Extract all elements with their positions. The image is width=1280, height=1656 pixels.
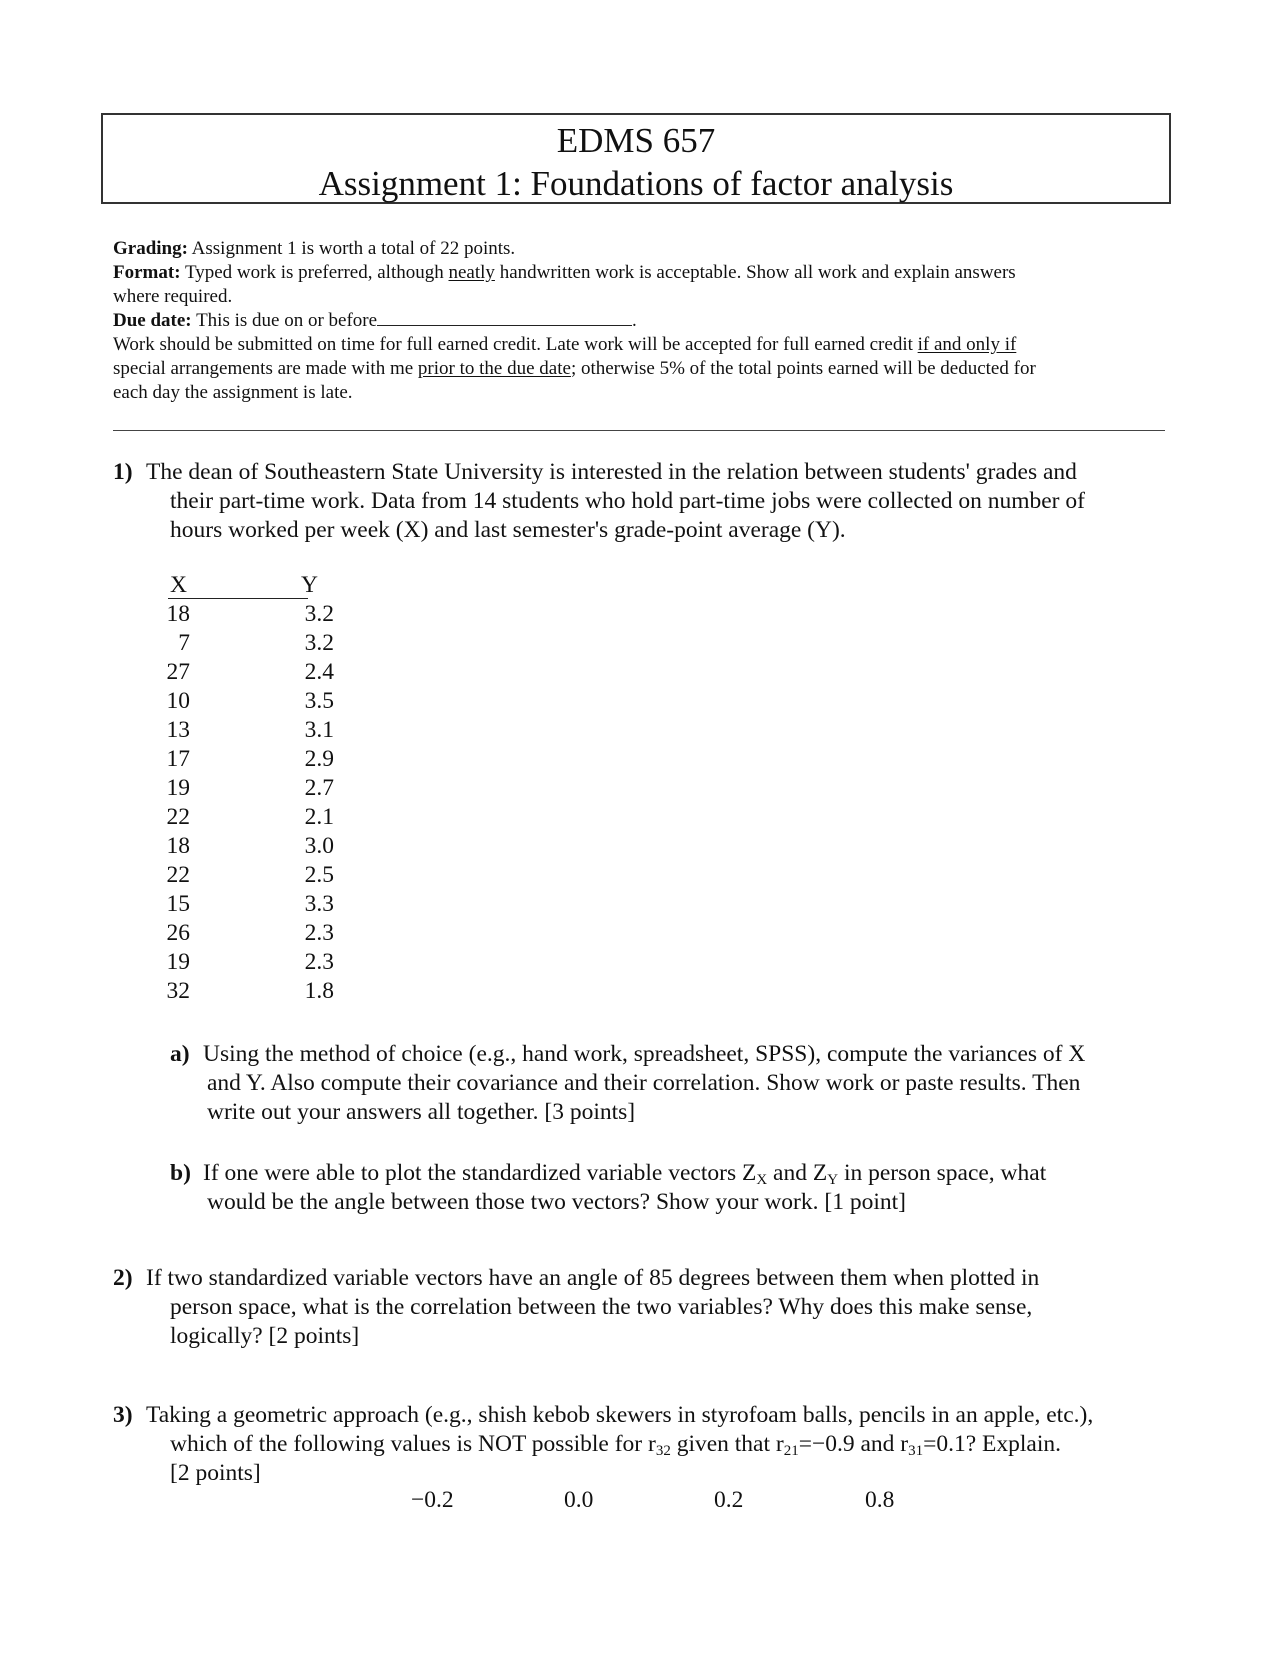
q1a-label: a) (170, 1041, 190, 1067)
q1-number: 1) (113, 459, 133, 485)
grading-line (113, 237, 1133, 262)
due-date-blank (377, 309, 632, 326)
q2-number: 2) (113, 1265, 133, 1291)
y-value: 2.5 (304, 862, 334, 888)
q1a-line-3: write out your answers all together. [3 points] (207, 1099, 636, 1125)
q1-line-3: hours worked per week (X) and last semester's grade-point average (Y). (170, 517, 846, 543)
q2-line-1: If two standardized variable vectors have an angle of 85 degrees between them when plotted in (146, 1265, 1040, 1291)
late-line-1 (113, 333, 1133, 358)
x-value: 26 (166, 920, 190, 946)
q1b-line-1: If one were able to plot the standardized variable vectors $Z_X$ and $Z_Y$ in person space, what (203, 1160, 1047, 1188)
choice-3: 0.2 (714, 1487, 744, 1513)
x-header: X (170, 572, 187, 598)
late-underlined-2: prior to the due date (417, 358, 571, 379)
y-value: 1.8 (304, 978, 334, 1004)
q2-line-3: logically? [2 points] (170, 1323, 360, 1349)
course-title: EDMS 657 (556, 121, 716, 160)
q3-line-1: Taking a geometric approach (e.g., shish kebob skewers in styrofoam balls, pencils in an apple, etc.), (146, 1402, 1094, 1428)
late-underlined-1: if and only if (917, 334, 1017, 355)
q1-line-2: their part-time work. Data from 14 students who hold part-time jobs were collected on number of (170, 488, 1085, 514)
q1b-line-2: would be the angle between those two vectors? Show your work. [1 point] (207, 1189, 906, 1215)
y-value: 3.0 (304, 833, 334, 859)
q3-number: 3) (113, 1402, 133, 1428)
x-value: 17 (166, 746, 190, 772)
choice-4: 0.8 (865, 1487, 895, 1513)
x-value: 13 (166, 717, 190, 743)
q1a-line-1: Using the method of choice (e.g., hand work, spreadsheet, SPSS), compute the variances of X (203, 1041, 1086, 1067)
table-header-rule (168, 598, 308, 599)
assignment-title: Assignment 1: Foundations of factor analysis (318, 164, 954, 203)
late-text-3: ; otherwise 5% of the total points earned will be deducted for (570, 358, 1036, 379)
y-value: 2.3 (304, 920, 334, 946)
q1a-line-2: and Y. Also compute their covariance and their correlation. Show work or paste results. Then (207, 1070, 1081, 1096)
x-value: 18 (166, 833, 190, 859)
late-text-2: special arrangements are made with me (113, 358, 414, 379)
y-value: 2.1 (304, 804, 334, 830)
x-value: 32 (166, 978, 190, 1004)
x-value: 27 (166, 659, 190, 685)
due-text: This is due on or before (196, 310, 378, 331)
q3-line-3: [2 points] (170, 1460, 261, 1486)
y-value: 2.9 (304, 746, 334, 772)
x-value: 22 (166, 804, 190, 830)
y-value: 2.3 (304, 949, 334, 975)
q1b-label: b) (170, 1160, 191, 1186)
format-line-2: where required. (113, 286, 233, 307)
due-date-line: Due date: This is due on or before . (113, 310, 637, 331)
choice-1: −0.2 (411, 1487, 454, 1513)
q2-line-2: person space, what is the correlation between the two variables? Why does this make sense, (170, 1294, 1033, 1320)
choice-2: 0.0 (564, 1487, 594, 1513)
late-line-2 (113, 357, 1133, 382)
x-value: 22 (166, 862, 190, 888)
y-value: 3.2 (304, 630, 334, 656)
x-value: 18 (166, 601, 190, 627)
late-line-3: each day the assignment is late. (113, 382, 353, 403)
x-value: 15 (166, 891, 190, 917)
x-value: 7 (178, 630, 190, 656)
q3-line-2: which of the following values is NOT possible for $r_{32}$ given that $r_{21}=-0.9$ and $r_{31}=0.1$? Explain. (170, 1431, 1062, 1459)
due-label: Due date: (113, 310, 192, 331)
format-text-2: handwritten work is acceptable. Show all work and explain answers (499, 262, 1016, 283)
format-line (113, 261, 1133, 286)
x-value: 10 (166, 688, 190, 714)
format-label: Format: (113, 262, 181, 283)
y-value: 2.4 (304, 659, 334, 685)
q1-line-1: The dean of Southeastern State University is interested in the relation between students' grades and (146, 459, 1077, 485)
x-value: 19 (166, 775, 190, 801)
y-header: Y (301, 572, 318, 598)
divider (113, 430, 1165, 431)
y-value: 3.5 (304, 688, 334, 714)
late-text-1: Work should be submitted on time for full earned credit. Late work will be accepted for full earned credit (113, 334, 913, 355)
x-value: 19 (166, 949, 190, 975)
y-value: 3.2 (304, 601, 334, 627)
format-text: Typed work is preferred, although (184, 262, 444, 283)
title-box (101, 113, 1171, 204)
y-value: 3.1 (304, 717, 334, 743)
grading-label: Grading: (113, 238, 188, 259)
y-value: 2.7 (304, 775, 334, 801)
y-value: 3.3 (304, 891, 334, 917)
grading-text: Assignment 1 is worth a total of 22 points. (191, 238, 516, 259)
format-underlined: neatly (448, 262, 495, 283)
